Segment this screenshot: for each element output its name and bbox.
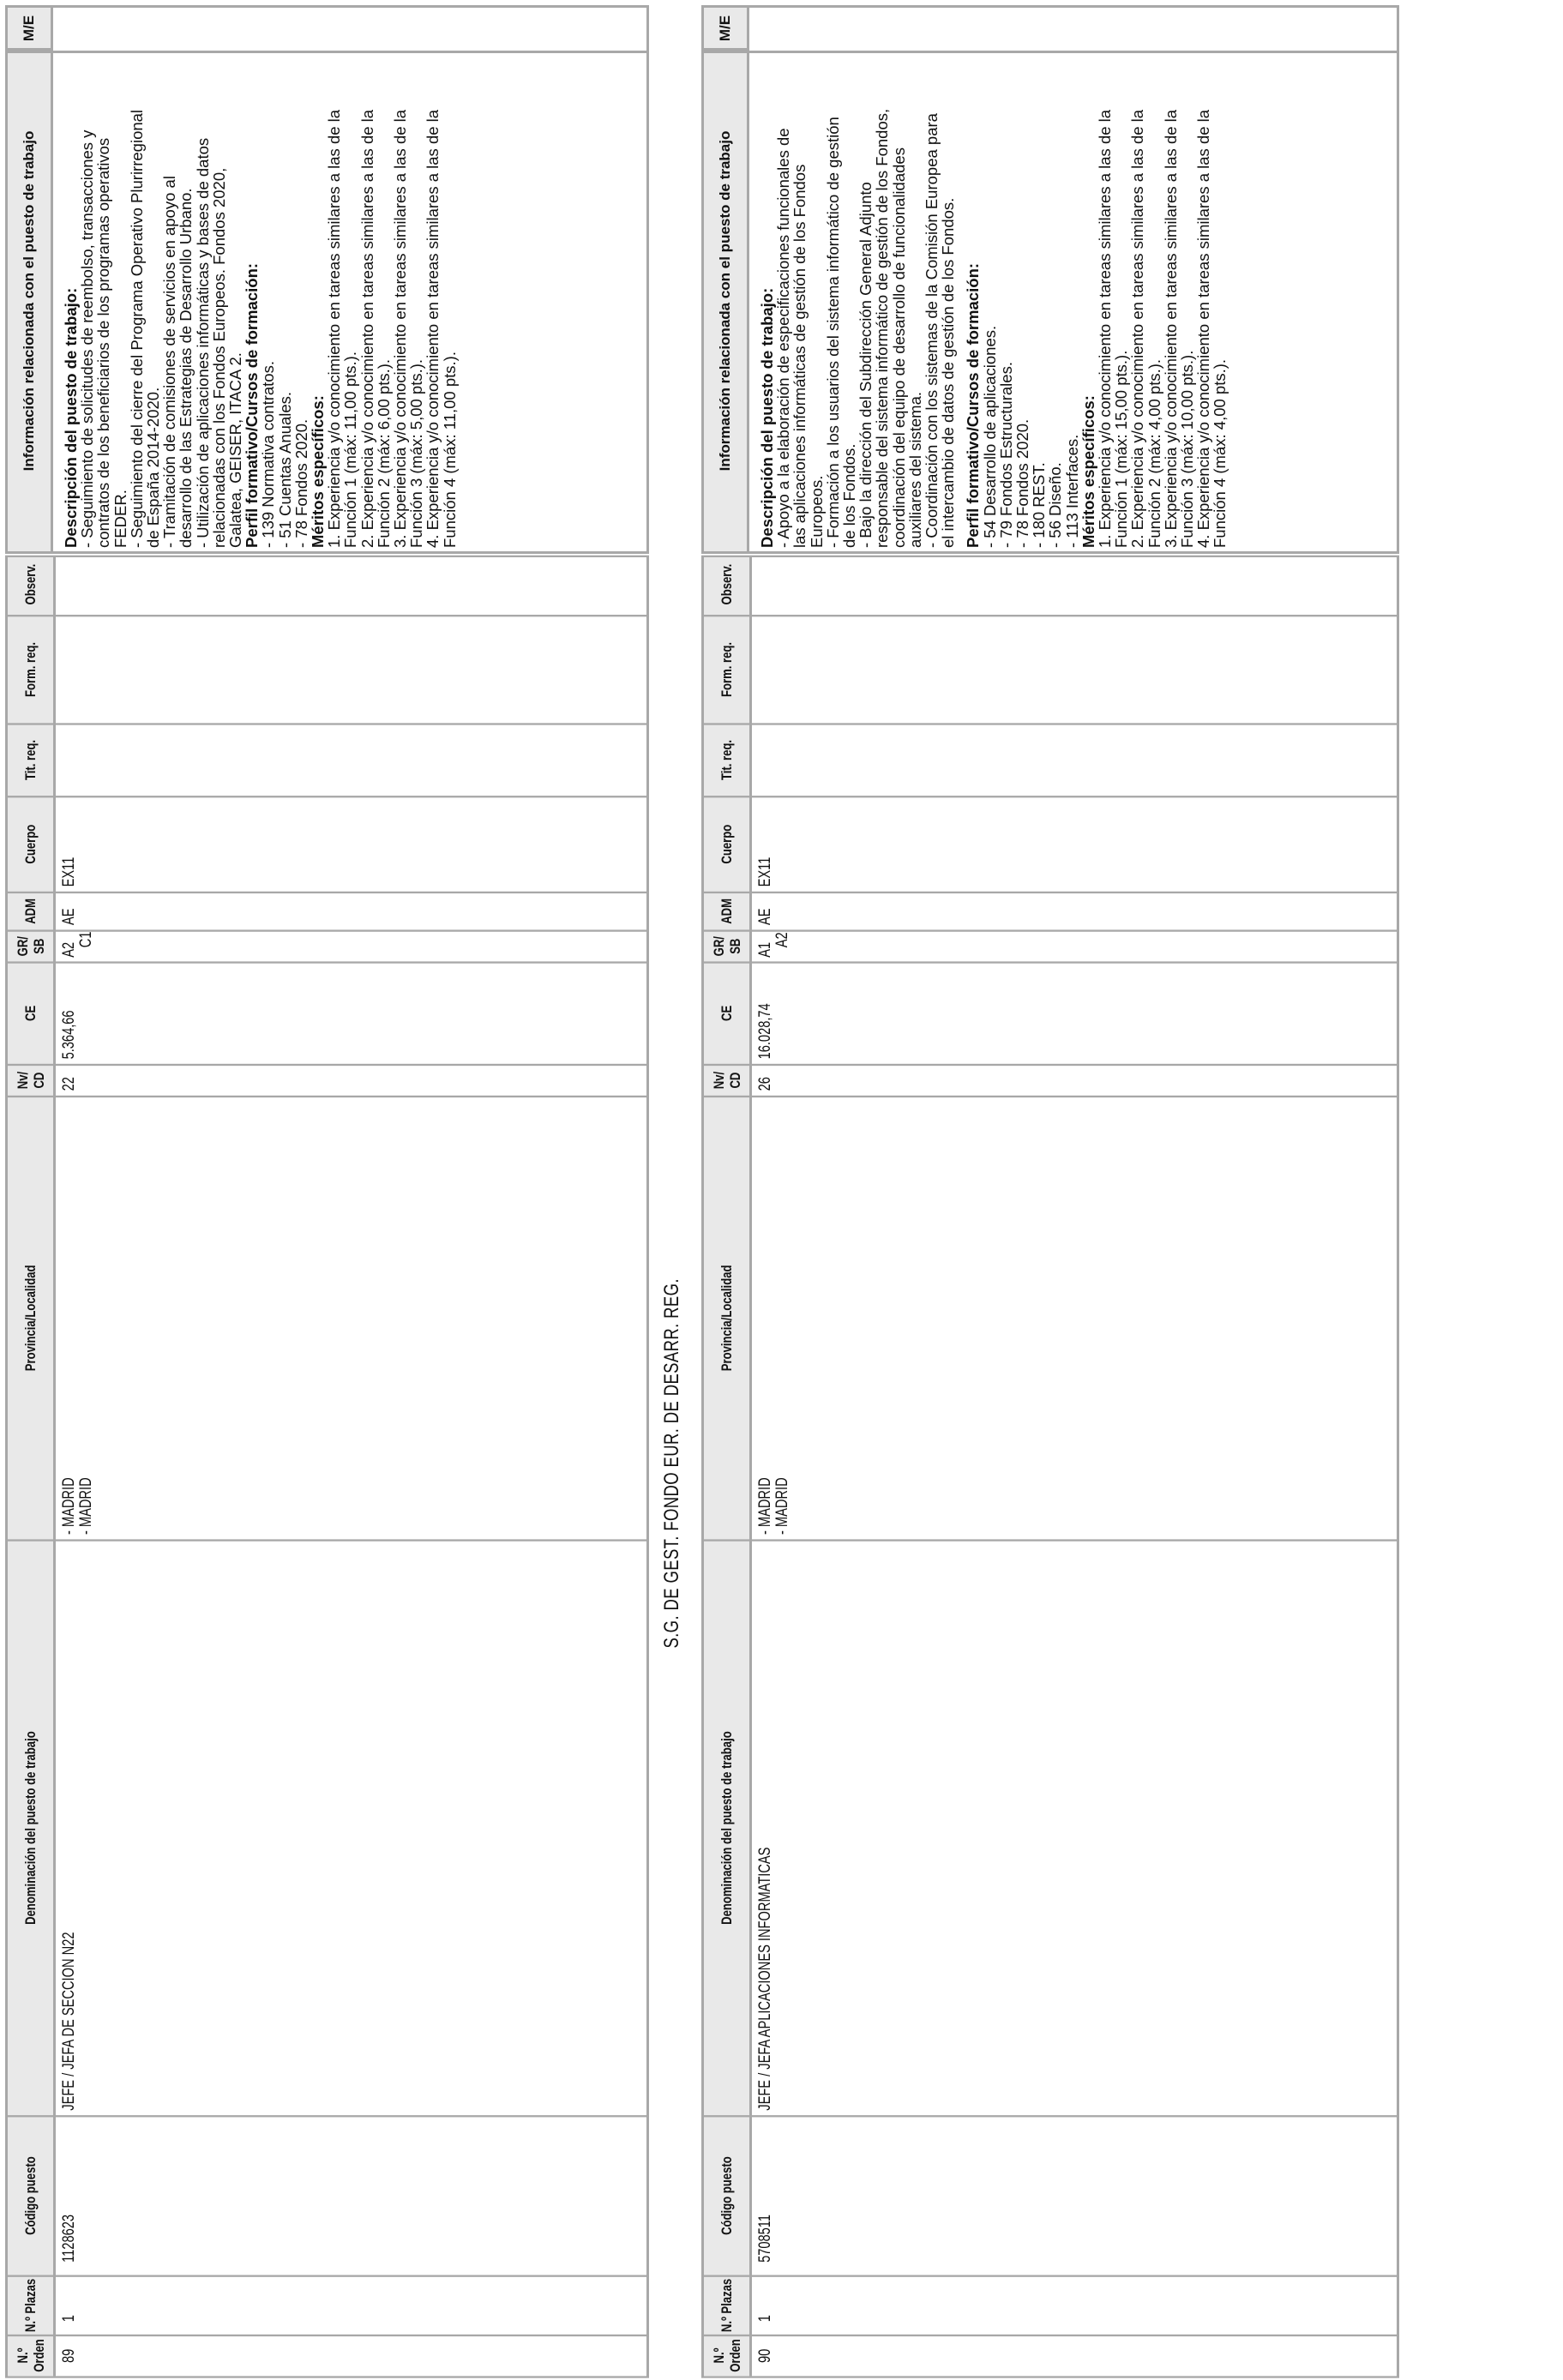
info-line: el intercambio de datos de gestión de los Fondos.: [939, 197, 958, 548]
column-divider: [704, 1539, 1397, 1541]
column-divider: [704, 2275, 1397, 2277]
level: 22: [60, 1077, 78, 1091]
header-info: Información relacionada con el puesto de trabajo: [21, 130, 37, 472]
column-divider: [8, 929, 646, 931]
table-header: [8, 557, 56, 2376]
header-codigo: Código puesto: [22, 2156, 39, 2235]
info-line: - Bajo la dirección del Subdirección General Adjunto: [857, 182, 875, 548]
info-line: Función 2 (máx: 6,00 pts.).: [374, 358, 393, 548]
header-cd: CD: [30, 1072, 47, 1089]
info-line: 2. Experiencia y/o conocimiento en tareas similares a las de la: [358, 109, 376, 548]
places-count: 1: [756, 2315, 774, 2323]
info-text: [63, 51, 458, 548]
header-info: Información relacionada con el puesto de trabajo: [717, 130, 733, 472]
info-block-90: [701, 5, 1399, 554]
rotated-page: [0, 547, 1563, 2380]
header-sb: SB: [726, 938, 743, 954]
column-divider: [704, 2335, 1397, 2336]
location-2: - MADRID: [77, 1477, 95, 1536]
administration: AE: [60, 908, 78, 926]
header-cuerpo: Cuerpo: [718, 824, 735, 864]
header-adm: ADM: [22, 898, 39, 924]
info-line: Europeos.: [807, 475, 826, 548]
group-2: A2: [773, 932, 791, 948]
header-tit: Tit. req.: [718, 739, 735, 781]
header-orden: N.º Orden: [710, 2339, 743, 2372]
header-observ: Observ.: [718, 563, 735, 605]
info-line: 4. Experiencia y/o conocimiento en tareas similares a las de la: [1194, 109, 1213, 548]
column-divider: [8, 796, 646, 797]
header-nv: Nv/: [14, 1071, 31, 1090]
order-number: 90: [756, 2348, 774, 2363]
info-heading: Perfil formativo/Cursos de formación:: [964, 262, 983, 548]
header-nv-cd: [8, 1065, 53, 1097]
section-title: S.G. DE GEST. FONDO EUR. DE DESARR. REG.: [660, 1278, 683, 1649]
column-divider: [8, 1096, 646, 1097]
header-form: Form. req.: [718, 641, 735, 697]
info-line: - 78 Fondos 2020.: [1013, 418, 1032, 548]
column-divider: [8, 2115, 646, 2117]
info-line: - 51 Cuentas Anuales.: [275, 391, 294, 548]
info-heading: Méritos específicos:: [309, 395, 328, 548]
info-line: - Apoyo a la elaboración de especificaciones funcionales de: [774, 128, 793, 548]
column-divider: [704, 723, 1397, 724]
position-code: 5708511: [756, 2214, 774, 2263]
info-line: Función 4 (máx: 11,00 pts.).: [440, 352, 459, 548]
header-gr: GR/: [710, 936, 727, 957]
column-divider: [8, 723, 646, 724]
column-divider: [704, 892, 1397, 893]
specific-complement: 5.364,66: [60, 1010, 78, 1060]
header-sb: SB: [30, 938, 47, 954]
header-plazas: N.º Plazas: [718, 2278, 735, 2333]
info-line: - 180 REST.: [1030, 462, 1049, 548]
header-nv: Nv/: [710, 1071, 727, 1090]
info-line: 4. Experiencia y/o conocimiento en tareas similares a las de la: [424, 109, 442, 548]
position-name: JEFE / JEFA APLICACIONES INFORMATICAS: [756, 1847, 774, 2111]
info-text: [759, 51, 1229, 548]
info-line: Función 4 (máx: 4,00 pts.).: [1211, 358, 1229, 548]
header-tit: Tit. req.: [22, 739, 39, 781]
column-divider: [8, 615, 646, 616]
info-line: de los Fondos.: [840, 443, 859, 548]
header-orden: N.º Orden: [14, 2339, 47, 2372]
info-line: - Utilización de aplicaciones informáticas y bases de datos: [193, 137, 212, 548]
info-header: [8, 51, 53, 551]
column-divider: [8, 2335, 646, 2336]
info-line: - 79 Fondos Estructurales.: [996, 362, 1015, 548]
corps: EX11: [60, 856, 78, 887]
me-header: [704, 8, 749, 51]
header-observ: Observ.: [22, 563, 39, 605]
info-line: - 139 Normativa contratos.: [259, 361, 278, 548]
group-1: A2: [60, 941, 78, 958]
header-codigo: Código puesto: [718, 2156, 735, 2235]
info-line: - 54 Desarrollo de aplicaciones.: [980, 325, 999, 548]
info-line: Función 3 (máx: 10,00 pts.).: [1178, 350, 1197, 548]
info-heading: Descripción del puesto de trabajo:: [758, 287, 776, 548]
info-heading: Perfil formativo/Cursos de formación:: [243, 262, 262, 548]
info-line: - 56 Diseño.: [1046, 462, 1065, 548]
level: 26: [756, 1077, 774, 1091]
column-divider: [704, 1064, 1397, 1066]
location-2: - MADRID: [773, 1477, 791, 1536]
info-block-89: [5, 5, 649, 554]
group-2: C1: [77, 931, 95, 948]
header-me: M/E: [21, 15, 37, 41]
order-number: 89: [60, 2348, 78, 2363]
header-provincia: Provincia/Localidad: [22, 1265, 39, 1372]
column-divider: [704, 2115, 1397, 2117]
column-divider: [8, 1539, 646, 1541]
info-line: 1. Experiencia y/o conocimiento en tareas similares a las de la: [1096, 109, 1115, 548]
header-provincia: Provincia/Localidad: [718, 1265, 735, 1372]
column-divider: [704, 961, 1397, 963]
column-divider: [8, 892, 646, 893]
header-denominacion: Denominación del puesto de trabajo: [22, 1731, 39, 1925]
info-line: relacionadas con los Fondos Europeos. Fondos 2020,: [209, 167, 228, 548]
position-name: JEFE / JEFA DE SECCION N22: [60, 1932, 78, 2111]
info-line: las aplicaciones informáticas de gestión de los Fondos: [791, 164, 809, 548]
info-line: auxiliares del sistema.: [905, 392, 924, 548]
column-divider: [704, 929, 1397, 931]
header-gr-sb: [8, 930, 53, 962]
position-code: 1128623: [60, 2214, 78, 2263]
me-header: [8, 8, 53, 51]
info-line: 3. Experiencia y/o conocimiento en tareas similares a las de la: [391, 109, 410, 548]
header-ce: CE: [22, 1005, 39, 1021]
column-divider: [704, 615, 1397, 616]
vacancy-table-89: [5, 556, 649, 2378]
administration: AE: [756, 908, 774, 926]
specific-complement: 16.028,74: [756, 1003, 774, 1060]
info-line: 3. Experiencia y/o conocimiento en tareas similares a las de la: [1161, 109, 1180, 548]
info-line: - 113 Interfaces.: [1062, 434, 1081, 548]
location-1: - MADRID: [60, 1477, 78, 1536]
info-line: desarrollo de las Estrategias de Desarrollo Urbano.: [177, 188, 195, 548]
header-nv-cd: [704, 1065, 749, 1097]
info-line: - Tramitación de comisiones de servicios en apoyo al: [160, 176, 179, 548]
info-line: responsable del sistema informático de gestión de los Fondos,: [873, 108, 892, 548]
vacancy-table-90: [701, 556, 1399, 2378]
info-line: de España 2014-2020.: [144, 387, 163, 548]
info-heading: Descripción del puesto de trabajo:: [62, 287, 80, 548]
info-line: - Formación a los usuarios del sistema informático de gestión: [823, 117, 842, 548]
header-plazas: N.º Plazas: [22, 2278, 39, 2333]
info-line: - Seguimiento de solicitudes de reembolso, transacciones y: [78, 129, 97, 548]
info-line: coordinación del equipo de desarrollo de funcionalidades: [889, 147, 908, 548]
info-line: Función 1 (máx: 11,00 pts.).: [341, 352, 360, 548]
info-line: - Seguimiento del cierre del Programa Operativo Plurirregional: [127, 109, 146, 548]
column-divider: [8, 1064, 646, 1066]
table-header: [704, 557, 752, 2376]
header-me: M/E: [717, 15, 733, 41]
info-line: FEDER.: [111, 490, 129, 548]
column-divider: [8, 961, 646, 963]
info-header: [704, 51, 749, 551]
header-cuerpo: Cuerpo: [22, 824, 39, 864]
info-line: 2. Experiencia y/o conocimiento en tareas similares a las de la: [1128, 109, 1147, 548]
column-divider: [8, 2275, 646, 2277]
info-line: contratos de los beneficiarios de los programas operativos: [94, 137, 113, 548]
header-adm: ADM: [718, 898, 735, 924]
header-ce: CE: [718, 1005, 735, 1021]
info-line: Función 3 (máx: 5,00 pts.).: [407, 358, 426, 548]
column-divider: [704, 796, 1397, 797]
header-denominacion: Denominación del puesto de trabajo: [718, 1731, 735, 1925]
column-divider: [704, 1096, 1397, 1097]
header-form: Form. req.: [22, 641, 39, 697]
corps: EX11: [756, 856, 774, 887]
info-line: Función 1 (máx: 15,00 pts.).: [1112, 350, 1131, 548]
info-line: - 78 Fondos 2020.: [292, 418, 310, 548]
info-line: Galatea, GEISER, ITACA 2.: [226, 352, 245, 548]
info-line: - Coordinación con los sistemas de la Comisión Europea para: [923, 113, 941, 548]
places-count: 1: [60, 2315, 78, 2323]
info-line: Función 2 (máx: 4,00 pts.).: [1145, 358, 1163, 548]
location-1: - MADRID: [756, 1477, 774, 1536]
header-gr-sb: [704, 930, 749, 962]
info-line: 1. Experiencia y/o conocimiento en tareas similares a las de la: [325, 109, 344, 548]
header-cd: CD: [726, 1072, 743, 1089]
info-heading: Méritos específicos:: [1079, 395, 1097, 548]
group-1: A1: [756, 941, 774, 958]
header-gr: GR/: [14, 936, 31, 957]
